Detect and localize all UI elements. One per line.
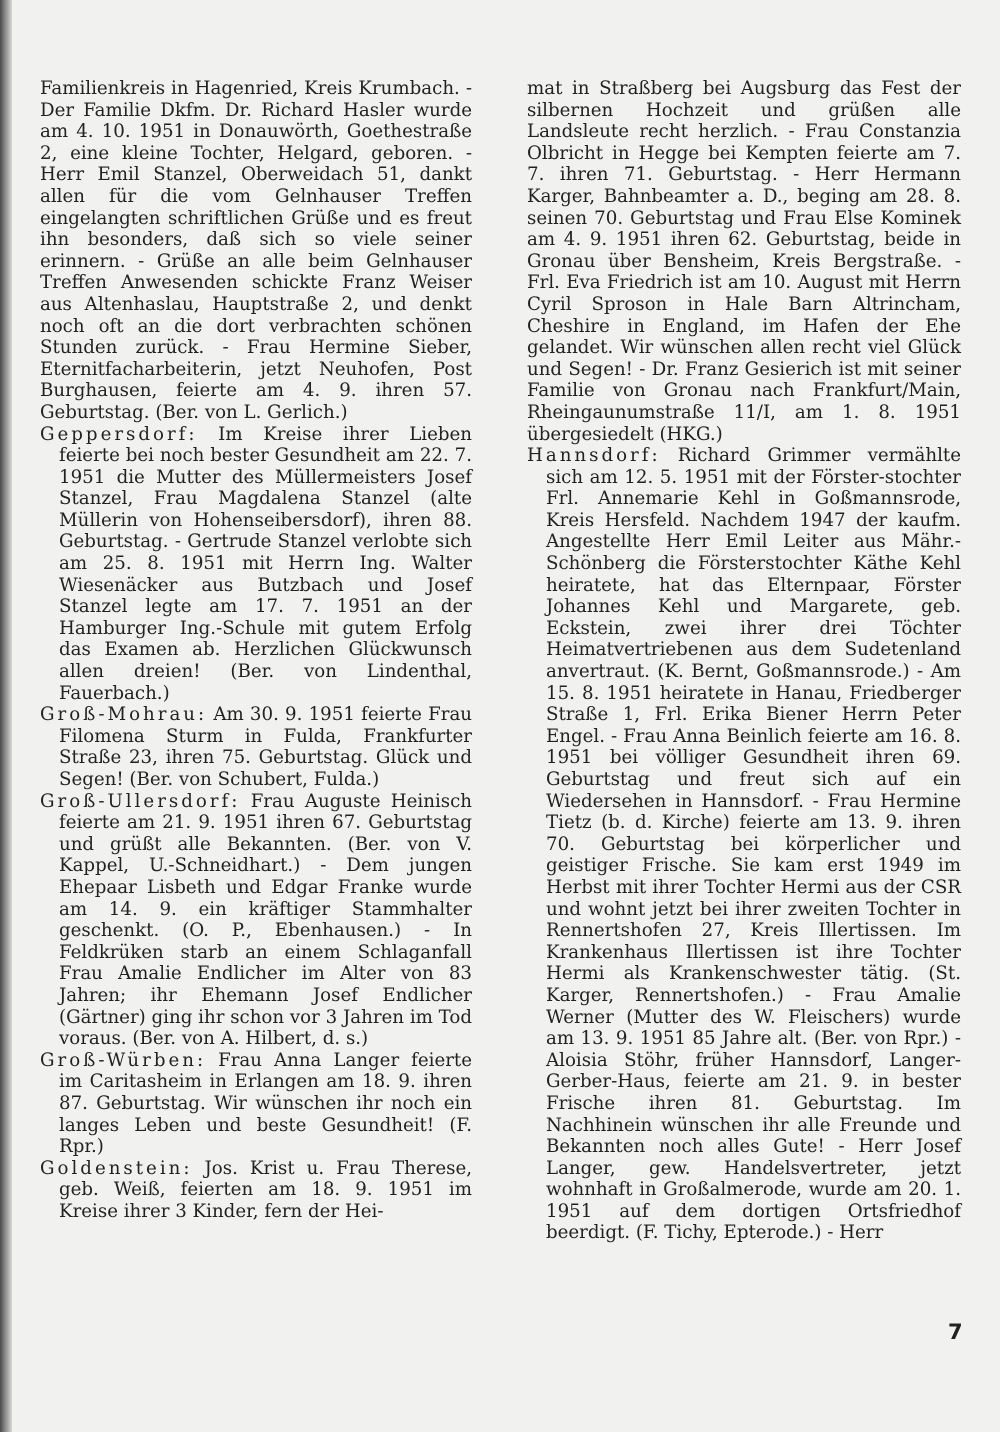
place-heading: Hannsdorf: <box>527 445 661 467</box>
entry-text: Frau Anna Langer feierte im Caritasheim in Erlangen am 18. 9. ihren 87. Geburtstag. Wir wünschen ihr noch ein langes Leben und beste Gesundheit! (F. Rpr.) <box>59 1049 472 1158</box>
left-continuation: Familienkreis in Hagenried, Kreis Krumbach. - Der Familie Dkfm. Dr. Richard Hasler wurde am 4. 10. 1951 in Donauwörth, Goethestraße 2, eine kleine Tochter, Helgard, geboren. - Herr Emil Stanzel, Oberweidach 51, dankt allen für die vom Gelnhauser Treffen eingelangten schriftlichen Grüße und es freut ihn besonders, daß sich so viele seiner erinnern. - Grüße an alle beim Gelnhauser Treffen Anwesenden schickte Franz Weiser aus Altenhaslau, Hauptstraße 2, und denkt noch oft an die dort verbrachten schönen Stunden zurück. - Frau Hermine Sieber, Eternitfacharbeiterin, jetzt Neuhofen, Post Burghausen, feierte am 4. 9. ihren 57. Geburtstag. (Ber. von L. Gerlich.) <box>40 78 472 423</box>
right-continuation: mat in Straßberg bei Augsburg das Fest der silbernen Hochzeit und grüßen alle Landsleute recht herzlich. - Frau Constanzia Olbricht in Hegge bei Kempten feierte am 7. 7. ihren 71. Geburtstag. - Herr Hermann Karger, Bahnbeamter a. D., beging am 28. 8. seinen 70. Geburtstag und Frau Else Kominek am 4. 9. 1951 ihren 62. Geburtstag, beide in Gronau über Bensheim, Kreis Bergstraße. - Frl. Eva Friedrich ist am 10. August mit Herrn Cyril Sproson in Hale Barn Altrincham, Cheshire in England, im Hafen der Ehe gelandet. Wir wünschen allen recht viel Glück und Segen! - Dr. Franz Gesierich ist mit seiner Familie von Gronau nach Frankfurt/Main, Rheingaunumstraße 11/I, am 1. 8. 1951 übergesiedelt (HKG.) <box>527 78 961 445</box>
entry-goldenstein <box>40 1158 472 1223</box>
place-heading: Geppersdorf: <box>40 423 198 445</box>
entry-gross-wuerben <box>40 1050 472 1158</box>
page-number: 7 <box>948 1320 963 1344</box>
entry-hannsdorf <box>527 445 961 1244</box>
book-spine-shadow <box>0 0 12 1432</box>
entry-gross-mohrau <box>40 704 472 790</box>
entry-text: Frau Auguste Heinisch feierte am 21. 9. 1951 ihren 67. Geburtstag und grüßt alle Bekannten. (Ber. von V. Kappel, U.-Schneidhart.) - Dem jungen Ehepaar Lisbeth und Edgar Franke wurde am 14. 9. ein kräftiger Stammhalter geschenkt. (O. P., Ebenhausen.) - In Feldkrüken starb an einem Schlaganfall Frau Amalie Endlicher im Alter von 83 Jahren; ihr Ehemann Josef Endlicher (Gärtner) ging ihr schon vor 3 Jahren im Tod voraus. (Ber. von A. Hilbert, d. s.) <box>59 790 472 1050</box>
entry-geppersdorf <box>40 424 472 705</box>
place-heading: Goldenstein: <box>40 1157 193 1179</box>
entry-text: Jos. Krist u. Frau Therese, geb. Weiß, feierten am 18. 9. 1951 im Kreise ihrer 3 Kinder, fern der Hei- <box>59 1157 472 1222</box>
place-heading: Groß-Mohrau: <box>40 704 208 726</box>
left-column <box>40 78 472 1222</box>
place-heading: Groß-Würben: <box>40 1049 207 1071</box>
entry-text: Am 30. 9. 1951 feierte Frau Filomena Sturm in Fulda, Frankfurter Straße 23, ihren 75. Geburtstag. Glück und Segen! (Ber. von Schubert, Fulda.) <box>59 704 472 790</box>
entry-text: Im Kreise ihrer Lieben feierte bei noch bester Gesundheit am 22. 7. 1951 die Mutter des Müllermeisters Josef Stanzel, Frau Magdalena Stanzel (alte Müllerin von Hohenseibersdorf), ihren 88. Geburtstag. - Gertrude Stanzel verlobte sich am 25. 8. 1951 mit Herrn Ing. Walter Wiesenäcker aus Butzbach und Josef Stanzel legte am 17. 7. 1951 an der Hamburger Ing.-Schule mit gutem Erfolg das Examen ab. Herzlichen Glückwunsch allen dreien! (Ber. von Lindenthal, Fauerbach.) <box>59 423 472 704</box>
entry-text: Richard Grimmer vermählte sich am 12. 5. 1951 mit der Förster-stochter Frl. Annemarie Kehl in Goßmannsrode, Kreis Hersfeld. Nachdem 1947 der kaufm. Angestellte Herr Emil Leiter aus Mähr.-Schönberg die Försterstochter Käthe Kehl heiratete, hat das Elternpaar, Förster Johannes Kehl und Margarete, geb. Eckstein, zwei ihrer drei Töchter Heimatvertriebenen aus dem Sudetenland anvertraut. (K. Bernt, Goßmannsrode.) - Am 15. 8. 1951 heiratete in Hanau, Friedberger Straße 1, Frl. Erika Biener Herrn Peter Engel. - Frau Anna Beinlich feierte am 16. 8. 1951 bei völliger Gesundheit ihren 69. Geburtstag und freut sich auf ein Wiedersehen in Hannsdorf. - Frau Hermine Tietz (b. d. Kirche) feierte am 13. 9. ihren 70. Geburtstag bei körperlicher und geistiger Frische. Sie kam erst 1949 im Herbst mit ihrer Tochter Hermi aus der CSR und wohnt jetzt bei ihrer zweiten Tochter in Rennertshofen 27, Kreis Illertissen. Im Krankenhaus Illertissen ist ihre Tochter Hermi als Krankenschwester tätig. (St. Karger, Rennertshofen.) - Frau Amalie Werner (Mutter des W. Fleischers) wurde am 13. 9. 1951 85 Jahre alt. (Ber. von Rpr.) - Aloisia Stöhr, früher Hannsdorf, Langer-Gerber-Haus, feierte am 21. 9. in bester Frische ihren 81. Geburtstag. Im Nachhinein wünschen ihr alle Freunde und Bekannten noch alles Gute! - Herr Josef Langer, gew. Handelsvertreter, jetzt wohnhaft in Großalmerode, wurde am 20. 1. 1951 auf dem dortigen Ortsfriedhof beerdigt. (F. Tichy, Epterode.) - Herr <box>546 445 961 1244</box>
place-heading: Groß-Ullersdorf: <box>40 790 241 812</box>
right-column <box>527 78 961 1244</box>
entry-gross-ullersdorf <box>40 791 472 1050</box>
